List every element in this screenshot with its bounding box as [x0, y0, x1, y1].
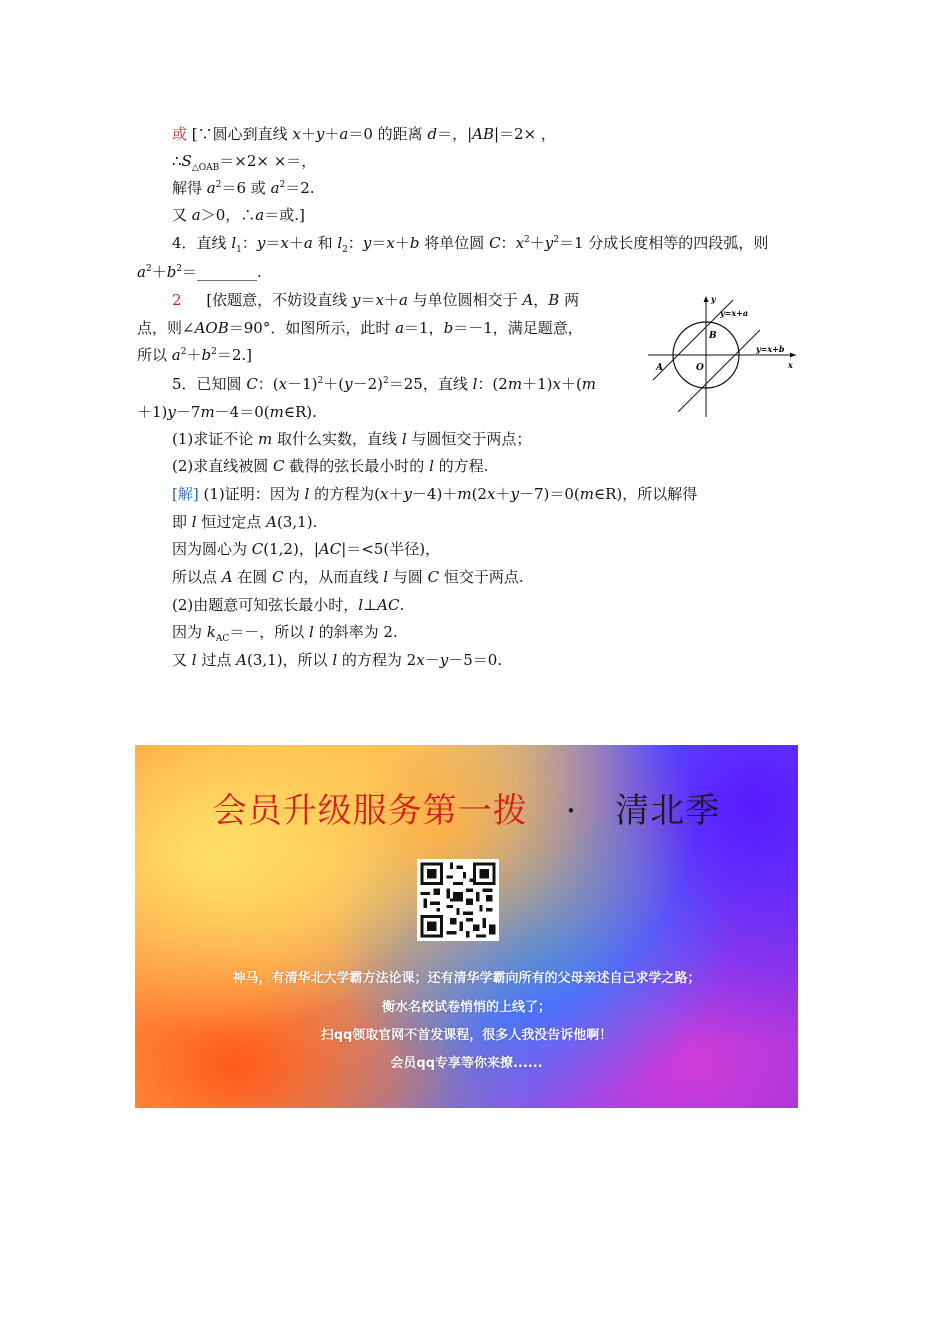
solution-5-line-5: (2)由题意可知弦长最小时，l⊥AC.	[172, 596, 405, 614]
solution-5-line-3: 因为圆心为 C(1,2)，|AC|＝<5(半径)，	[172, 540, 441, 558]
label-o: O	[696, 363, 704, 373]
banner-line-4: 会员qq专享等你来撩......	[390, 1056, 543, 1071]
question-5-line-1: 5．已知圆 C：$(x-1)^2+(y-2)^2=25$，直线 l：(2m＋1)x＋(m	[172, 375, 597, 393]
question-5-part-1: (1)求证不论 m 取什么实数，直线 l 与圆恒交于两点；	[172, 430, 532, 448]
label-y-axis: y	[711, 294, 716, 304]
label-line-b: y=x+b	[756, 344, 785, 354]
answer-4: 2	[172, 291, 182, 309]
label-a: A	[656, 363, 663, 373]
solution-3-line-4: 又 a＞0，∴a＝或.]	[172, 206, 305, 224]
answer-3: 或	[172, 125, 188, 143]
question-4-line-2: $a^2+b^2=\_\_\_\_\_\_\_\_$.	[137, 263, 262, 281]
promo-banner[interactable]	[135, 745, 798, 1108]
solution-5-line-2: 即 l 恒过定点 A(3,1).	[172, 513, 318, 531]
qr-code-icon[interactable]	[417, 859, 499, 941]
label-x-axis: x	[788, 360, 793, 370]
label-b: B	[709, 331, 717, 341]
unit-circle-figure	[648, 292, 798, 418]
solution-5-line-7: 又 l 过点 A(3,1)，所以 l 的方程为 2x－y－5＝0.	[172, 651, 503, 669]
banner-line-1: 神马，有清华北大学霸方法论课；还有清华学霸向所有的父母亲述自己求学之路；	[232, 971, 701, 986]
solution-3-line-3: 解得 $a^2=6$ 或 $a^2=2$.	[172, 179, 315, 197]
solution-5-line-4: 所以点 A 在圆 C 内，从而直线 l 与圆 C 恒交于两点.	[172, 568, 524, 586]
solution-3-line-2: $\therefore S_{\triangle OAB}=\times 2\times$ ×＝，	[172, 152, 317, 173]
banner-title: 会员升级服务第一拨 · 清北季	[212, 791, 721, 831]
question-5-line-2: ＋1)y－7m－4＝0(m∈R).	[137, 403, 317, 421]
label-line-a: y=x+a	[720, 308, 749, 318]
answer-4-line-3: 所以 $a^2+b^2=2$.]	[137, 346, 252, 364]
answer-4-line-1: 2 [依题意，不妨设直线 y＝x＋a 与单位圆相交于 A，B 两	[172, 291, 580, 309]
banner-line-2: 衡水名校试卷悄悄的上线了；	[381, 1000, 551, 1015]
answer-4-line-2: 点，则∠AOB＝90°．如图所示，此时 a＝1，b＝－1，满足题意，	[137, 319, 583, 337]
solution-3-line-1: 或 [∵圆心到直线 x＋y＋a＝0 的距离 d＝，|AB|＝2× ，	[172, 125, 556, 143]
question-5-part-2: (2)求直线被圆 C 截得的弦长最小时的 l 的方程.	[172, 457, 489, 475]
solution-5-line-1: [解] (1)证明：因为 l 的方程为(x＋y－4)＋m(2x＋y－7)＝0(m∈R)，所以解得	[172, 485, 698, 503]
solution-5-line-6: 因为 $k_{AC}=-$，所以 l 的斜率为 2.	[172, 623, 398, 644]
x-axis-arrow-icon	[790, 353, 796, 358]
question-4-line-1: 4．直线 $l_1$：y＝x＋a 和 $l_2$：y＝x＋b 将单位圆 C：$x^2+y^2=1$ 分成长度相等的四段弧，则	[172, 234, 769, 255]
y-axis-arrow-icon	[704, 296, 709, 302]
solution-tag: [解]	[172, 485, 199, 503]
banner-line-3: 扫qq领取官网不首发课程，很多人我没告诉他啊！	[320, 1028, 613, 1043]
